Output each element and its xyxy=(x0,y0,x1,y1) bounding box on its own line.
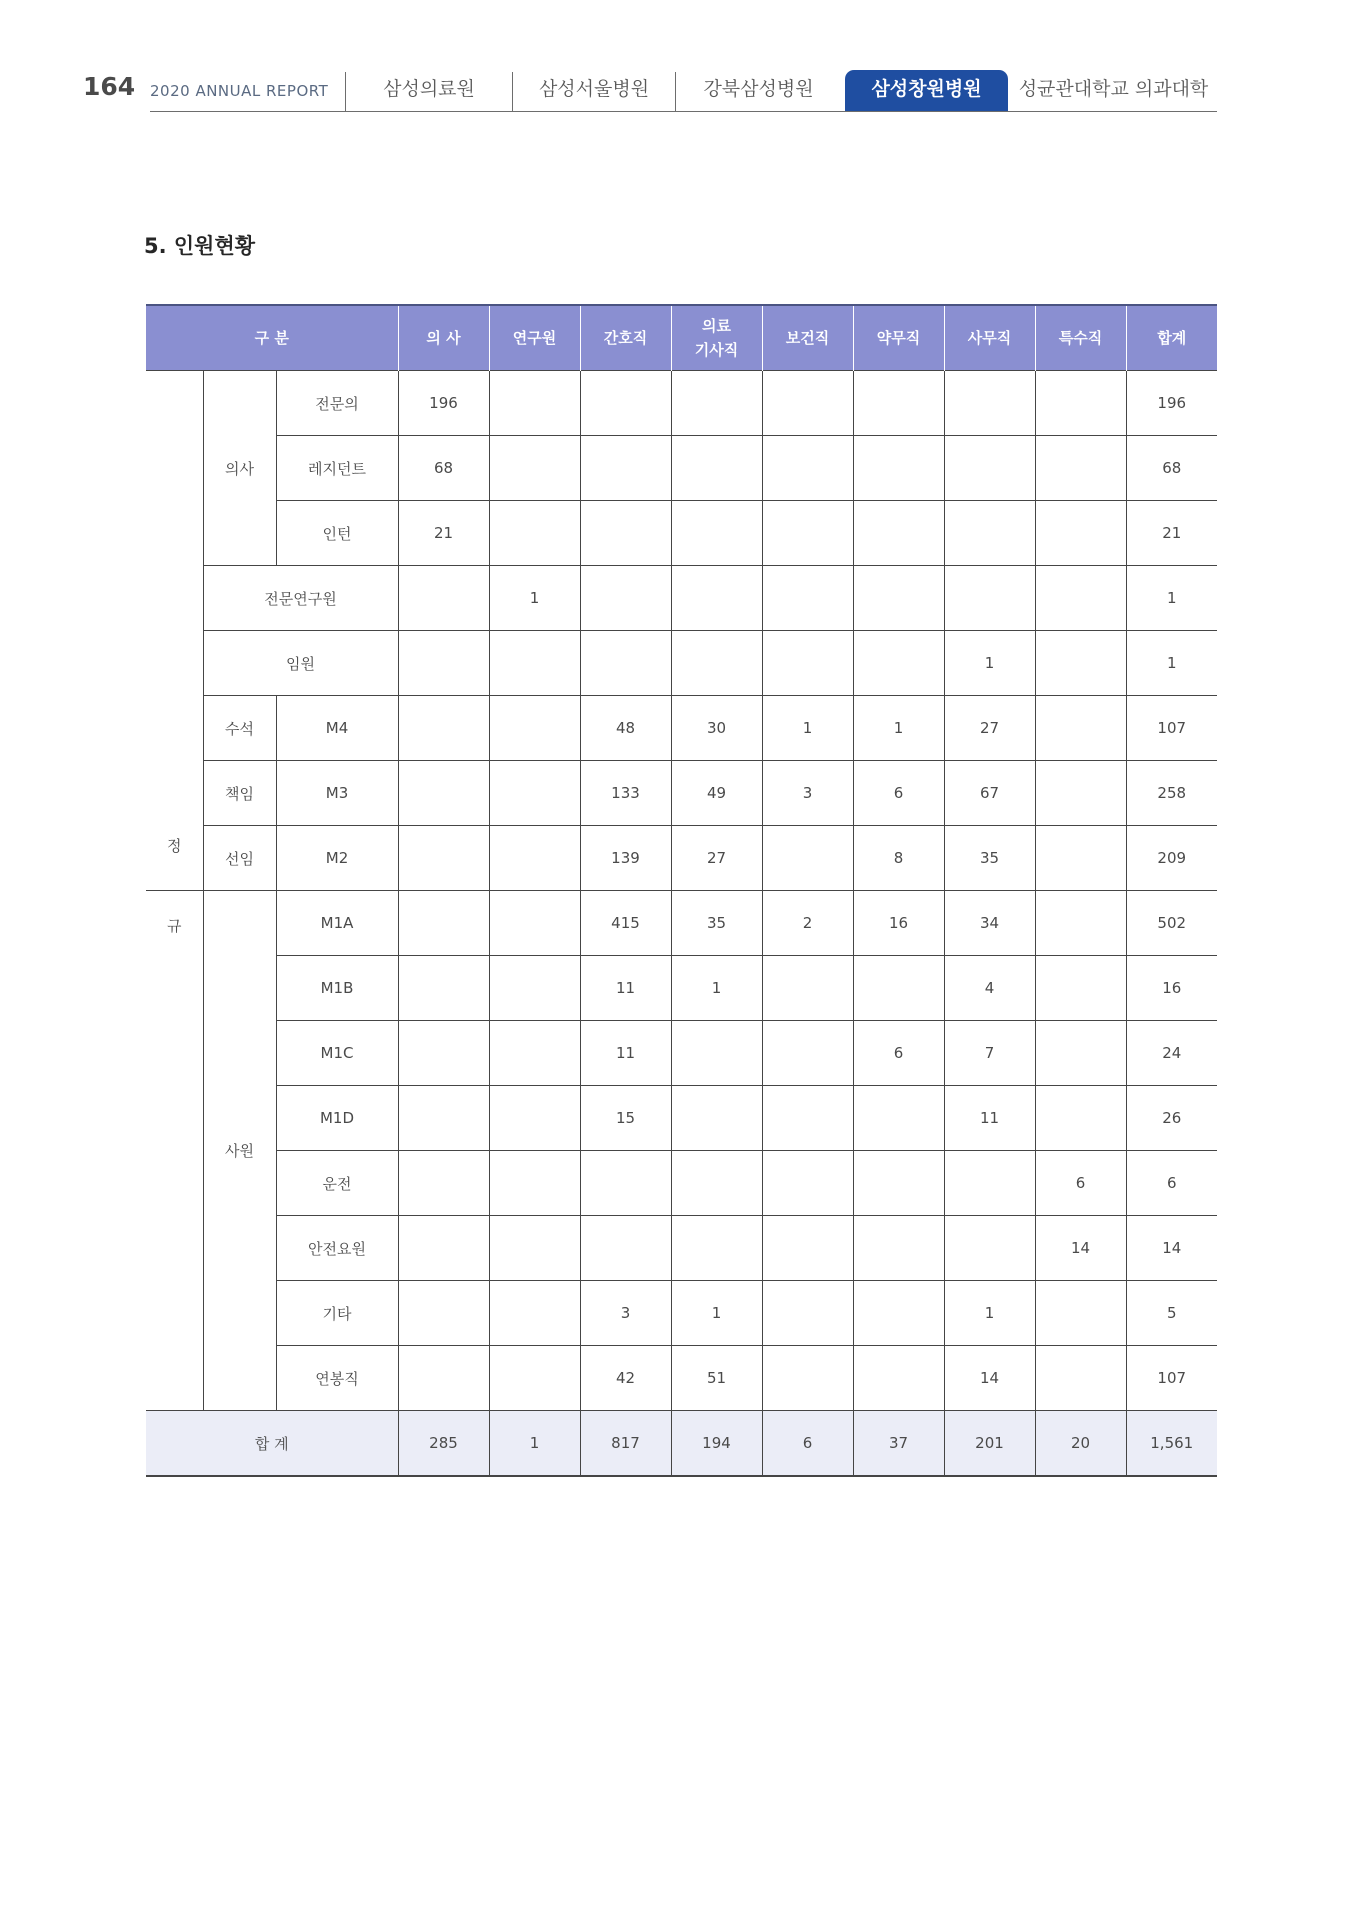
cell xyxy=(762,371,853,436)
cell xyxy=(944,501,1035,566)
cell xyxy=(1035,891,1126,956)
cell: 48 xyxy=(580,696,671,761)
column-header-category: 구 분 xyxy=(146,305,398,371)
cell: 8 xyxy=(853,826,944,891)
cell: 6 xyxy=(1126,1151,1217,1216)
nav-tab-samsung-medical-center[interactable]: 삼성의료원 xyxy=(383,78,475,100)
row-label: 연봉직 xyxy=(276,1346,398,1411)
row-label: M1D xyxy=(276,1086,398,1151)
cell: 68 xyxy=(1126,436,1217,501)
cell xyxy=(398,956,489,1021)
row-label: 운전 xyxy=(276,1151,398,1216)
table-row xyxy=(146,761,1217,826)
cell: 7 xyxy=(944,1021,1035,1086)
cell xyxy=(1035,956,1126,1021)
cell xyxy=(762,436,853,501)
total-label: 합 계 xyxy=(146,1411,398,1477)
row-label: 안전요원 xyxy=(276,1216,398,1281)
table-row xyxy=(146,371,1217,436)
cell xyxy=(580,371,671,436)
table-header-row xyxy=(146,305,1217,371)
cell xyxy=(489,891,580,956)
cell xyxy=(671,1021,762,1086)
cell xyxy=(489,826,580,891)
cell: 1 xyxy=(853,696,944,761)
cell xyxy=(489,1151,580,1216)
staff-status-table xyxy=(146,304,1217,1477)
cell xyxy=(1035,696,1126,761)
table-row xyxy=(146,436,1217,501)
table-row xyxy=(146,501,1217,566)
cell xyxy=(489,1216,580,1281)
cell: 51 xyxy=(671,1346,762,1411)
cell: 1 xyxy=(489,566,580,631)
page-header xyxy=(0,0,1357,120)
cell: 68 xyxy=(398,436,489,501)
column-header: 보건직 xyxy=(762,305,853,371)
cell: 196 xyxy=(398,371,489,436)
cell: 209 xyxy=(1126,826,1217,891)
cell xyxy=(580,566,671,631)
cell xyxy=(944,436,1035,501)
total-cell: 1 xyxy=(489,1411,580,1477)
group-label-regular-top: 정 xyxy=(146,371,203,891)
cell: 1 xyxy=(944,1281,1035,1346)
cell: 11 xyxy=(944,1086,1035,1151)
cell: 15 xyxy=(580,1086,671,1151)
cell xyxy=(762,826,853,891)
group-label-regular-bottom: 규 xyxy=(146,891,203,1411)
cell xyxy=(398,1021,489,1086)
cell xyxy=(671,566,762,631)
total-cell: 194 xyxy=(671,1411,762,1477)
cell xyxy=(944,1216,1035,1281)
table-total-row xyxy=(146,1411,1217,1477)
cell xyxy=(1035,436,1126,501)
cell xyxy=(762,1151,853,1216)
cell xyxy=(944,566,1035,631)
cell xyxy=(853,1216,944,1281)
row-label: M1A xyxy=(276,891,398,956)
cell xyxy=(489,761,580,826)
cell: 107 xyxy=(1126,1346,1217,1411)
cell xyxy=(489,1281,580,1346)
cell xyxy=(853,1346,944,1411)
cell xyxy=(398,826,489,891)
cell xyxy=(671,1086,762,1151)
cell xyxy=(489,371,580,436)
row-label: 전문의 xyxy=(276,371,398,436)
cell xyxy=(671,501,762,566)
total-cell: 37 xyxy=(853,1411,944,1477)
row-label: M2 xyxy=(276,826,398,891)
cell: 11 xyxy=(580,956,671,1021)
cell: 6 xyxy=(853,761,944,826)
cell xyxy=(762,1281,853,1346)
cell xyxy=(398,1346,489,1411)
cell xyxy=(580,631,671,696)
cell xyxy=(944,1151,1035,1216)
cell: 107 xyxy=(1126,696,1217,761)
cell xyxy=(1035,501,1126,566)
column-header: 의 사 xyxy=(398,305,489,371)
row-group-label: 사원 xyxy=(203,891,276,1411)
cell: 26 xyxy=(1126,1086,1217,1151)
cell xyxy=(489,1346,580,1411)
row-group-label: 선임 xyxy=(203,826,276,891)
row-group-label: 의사 xyxy=(203,371,276,566)
total-cell: 285 xyxy=(398,1411,489,1477)
cell: 1 xyxy=(671,956,762,1021)
column-header: 합계 xyxy=(1126,305,1217,371)
table-row xyxy=(146,1216,1217,1281)
cell xyxy=(1035,761,1126,826)
cell xyxy=(1035,631,1126,696)
cell xyxy=(489,956,580,1021)
nav-tab-samsung-changwon-hospital[interactable]: 삼성창원병원 xyxy=(845,70,1008,111)
cell: 49 xyxy=(671,761,762,826)
row-label: 레지던트 xyxy=(276,436,398,501)
cell: 1 xyxy=(1126,566,1217,631)
cell xyxy=(489,1021,580,1086)
table-row xyxy=(146,826,1217,891)
column-header: 연구원 xyxy=(489,305,580,371)
cell xyxy=(489,696,580,761)
cell xyxy=(762,566,853,631)
cell xyxy=(671,1151,762,1216)
cell xyxy=(398,1216,489,1281)
column-header: 사무직 xyxy=(944,305,1035,371)
cell xyxy=(944,371,1035,436)
row-label: 임원 xyxy=(203,631,398,696)
cell: 35 xyxy=(944,826,1035,891)
cell: 35 xyxy=(671,891,762,956)
cell: 34 xyxy=(944,891,1035,956)
cell xyxy=(762,631,853,696)
cell: 67 xyxy=(944,761,1035,826)
cell: 6 xyxy=(1035,1151,1126,1216)
cell xyxy=(398,761,489,826)
table-row xyxy=(146,1086,1217,1151)
cell xyxy=(489,631,580,696)
cell: 1 xyxy=(944,631,1035,696)
cell: 27 xyxy=(944,696,1035,761)
cell: 21 xyxy=(1126,501,1217,566)
cell: 14 xyxy=(944,1346,1035,1411)
table-row xyxy=(146,696,1217,761)
cell xyxy=(1035,1086,1126,1151)
cell: 27 xyxy=(671,826,762,891)
cell xyxy=(762,1086,853,1151)
table-row xyxy=(146,891,1217,956)
cell xyxy=(398,566,489,631)
total-cell: 817 xyxy=(580,1411,671,1477)
row-group-label: 수석 xyxy=(203,696,276,761)
cell: 415 xyxy=(580,891,671,956)
column-header: 약무직 xyxy=(853,305,944,371)
total-cell: 20 xyxy=(1035,1411,1126,1477)
row-group-label: 책임 xyxy=(203,761,276,826)
cell: 14 xyxy=(1126,1216,1217,1281)
cell xyxy=(762,956,853,1021)
page-number: 164 xyxy=(83,72,136,101)
row-label: 전문연구원 xyxy=(203,566,398,631)
cell xyxy=(398,631,489,696)
table-row xyxy=(146,1151,1217,1216)
total-cell: 1,561 xyxy=(1126,1411,1217,1477)
cell: 11 xyxy=(580,1021,671,1086)
cell: 24 xyxy=(1126,1021,1217,1086)
cell xyxy=(398,696,489,761)
column-header: 특수직 xyxy=(1035,305,1126,371)
nav-tab-skku-school-of-medicine[interactable]: 성균관대학교 의과대학 xyxy=(1018,78,1209,100)
row-label: M1C xyxy=(276,1021,398,1086)
cell xyxy=(1035,566,1126,631)
cell: 16 xyxy=(853,891,944,956)
cell: 133 xyxy=(580,761,671,826)
cell xyxy=(489,1086,580,1151)
cell xyxy=(853,1151,944,1216)
cell xyxy=(1035,1021,1126,1086)
cell: 3 xyxy=(580,1281,671,1346)
cell: 3 xyxy=(762,761,853,826)
cell xyxy=(853,566,944,631)
row-label: M1B xyxy=(276,956,398,1021)
cell: 502 xyxy=(1126,891,1217,956)
report-label: 2020 ANNUAL REPORT xyxy=(150,82,329,100)
cell xyxy=(853,501,944,566)
cell xyxy=(1035,371,1126,436)
cell: 1 xyxy=(1126,631,1217,696)
cell xyxy=(853,436,944,501)
total-cell: 201 xyxy=(944,1411,1035,1477)
cell xyxy=(398,891,489,956)
cell xyxy=(762,1346,853,1411)
cell xyxy=(762,1216,853,1281)
cell: 1 xyxy=(671,1281,762,1346)
cell xyxy=(489,436,580,501)
table-body xyxy=(146,371,1217,1477)
table-row xyxy=(146,631,1217,696)
row-label: 기타 xyxy=(276,1281,398,1346)
cell xyxy=(853,956,944,1021)
cell: 5 xyxy=(1126,1281,1217,1346)
cell xyxy=(580,1216,671,1281)
row-label: M4 xyxy=(276,696,398,761)
cell: 196 xyxy=(1126,371,1217,436)
cell: 139 xyxy=(580,826,671,891)
cell: 21 xyxy=(398,501,489,566)
cell: 16 xyxy=(1126,956,1217,1021)
cell: 6 xyxy=(853,1021,944,1086)
cell xyxy=(671,371,762,436)
cell xyxy=(853,1086,944,1151)
cell xyxy=(671,631,762,696)
cell xyxy=(580,501,671,566)
section-title: 5. 인원현황 xyxy=(144,234,256,258)
cell xyxy=(671,1216,762,1281)
table-row xyxy=(146,1281,1217,1346)
cell xyxy=(398,1281,489,1346)
cell xyxy=(671,436,762,501)
cell xyxy=(398,1086,489,1151)
cell: 14 xyxy=(1035,1216,1126,1281)
cell: 1 xyxy=(762,696,853,761)
cell: 30 xyxy=(671,696,762,761)
cell: 2 xyxy=(762,891,853,956)
cell xyxy=(853,371,944,436)
header-rule xyxy=(150,111,1217,112)
cell xyxy=(398,1151,489,1216)
cell xyxy=(762,1021,853,1086)
table-row xyxy=(146,1346,1217,1411)
cell xyxy=(1035,1281,1126,1346)
cell xyxy=(1035,1346,1126,1411)
cell xyxy=(489,501,580,566)
cell: 258 xyxy=(1126,761,1217,826)
cell xyxy=(580,436,671,501)
table-row xyxy=(146,566,1217,631)
row-label: 인턴 xyxy=(276,501,398,566)
column-header: 의료 기사직 xyxy=(671,305,762,371)
nav-tab-kangbuk-samsung-hospital[interactable]: 강북삼성병원 xyxy=(703,78,814,100)
cell xyxy=(1035,826,1126,891)
nav-tab-samsung-seoul-hospital[interactable]: 삼성서울병원 xyxy=(538,78,650,100)
cell xyxy=(853,1281,944,1346)
column-header: 간호직 xyxy=(580,305,671,371)
row-label: M3 xyxy=(276,761,398,826)
table-row xyxy=(146,1021,1217,1086)
cell xyxy=(580,1151,671,1216)
table-row xyxy=(146,956,1217,1021)
cell: 42 xyxy=(580,1346,671,1411)
cell: 4 xyxy=(944,956,1035,1021)
cell xyxy=(762,501,853,566)
cell xyxy=(853,631,944,696)
total-cell: 6 xyxy=(762,1411,853,1477)
